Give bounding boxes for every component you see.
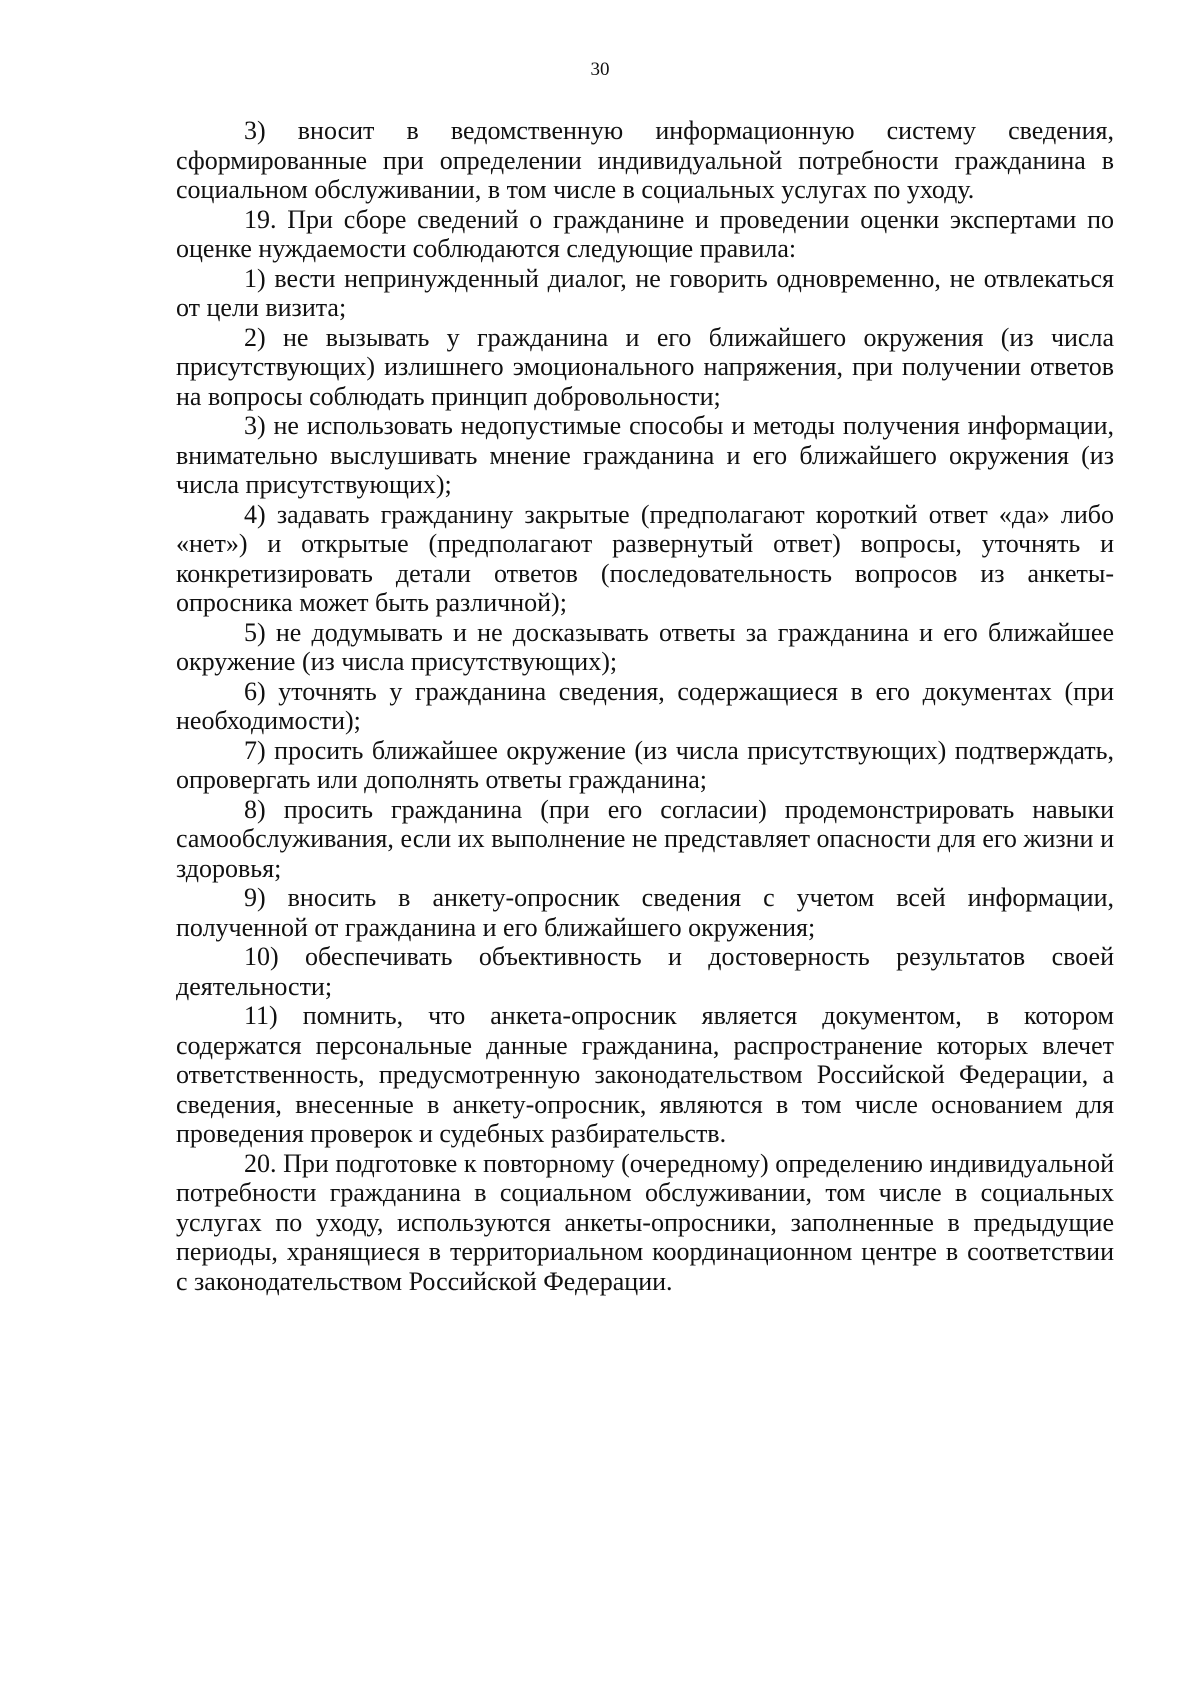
paragraph-section-20: 20. При подготовке к повторному (очередному) определению индивидуальной потребности гражданина в социальном обслуживании, том числе в социальных услугах по уходу, используются анкеты-опросники, заполненные в предыдущие периоды, хранящиеся в территориальном координационном центре в соответствии с законодательством Российской Федерации. <box>176 1148 1114 1296</box>
paragraph-rule-5: 5) не додумывать и не досказывать ответы за гражданина и его ближайшее окружение (из числа присутствующих); <box>176 617 1114 676</box>
paragraph-rule-3: 3) не использовать недопустимые способы и методы получения информации, внимательно выслушивать мнение гражданина и его ближайшего окружения (из числа присутствующих); <box>176 411 1114 499</box>
paragraph-rule-9: 9) вносить в анкету-опросник сведения с учетом всей информации, полученной от гражданина и его ближайшего окружения; <box>176 883 1114 942</box>
paragraph-section-19: 19. При сборе сведений о гражданине и проведении оценки экспертами по оценке нуждаемости соблюдаются следующие правила: <box>176 204 1114 263</box>
page-number: 30 <box>590 59 610 80</box>
document-body <box>176 116 1114 1296</box>
paragraph-rule-10: 10) обеспечивать объективность и достоверность результатов своей деятельности; <box>176 942 1114 1001</box>
paragraph-rule-7: 7) просить ближайшее окружение (из числа присутствующих) подтверждать, опровергать или дополнять ответы гражданина; <box>176 735 1114 794</box>
paragraph-item-3: 3) вносит в ведомственную информационную систему сведения, сформированные при определении индивидуальной потребности гражданина в социальном обслуживании, в том числе в социальных услугах по уходу. <box>176 116 1114 204</box>
paragraph-rule-6: 6) уточнять у гражданина сведения, содержащиеся в его документах (при необходимости); <box>176 676 1114 735</box>
paragraph-rule-8: 8) просить гражданина (при его согласии) продемонстрировать навыки самообслуживания, если их выполнение не представляет опасности для его жизни и здоровья; <box>176 794 1114 883</box>
paragraph-rule-4: 4) задавать гражданину закрытые (предполагают короткий ответ «да» либо «нет») и открытые (предполагают развернутый ответ) вопросы, уточнять и конкретизировать детали ответов (последовательность вопросов из анкеты-опросника может быть различной); <box>176 499 1114 617</box>
paragraph-rule-2: 2) не вызывать у гражданина и его ближайшего окружения (из числа присутствующих) излишнего эмоционального напряжения, при получении ответов на вопросы соблюдать принцип добровольности; <box>176 322 1114 411</box>
paragraph-rule-11: 11) помнить, что анкета-опросник является документом, в котором содержатся персональные данные гражданина, распространение которых влечет ответственность, предусмотренную законодательством Российской Федерации, а сведения, внесенные в анкету-опросник, являются в том числе основанием для проведения проверок и судебных разбирательств. <box>176 1001 1114 1148</box>
paragraph-rule-1: 1) вести непринужденный диалог, не говорить одновременно, не отвлекаться от цели визита; <box>176 263 1114 322</box>
